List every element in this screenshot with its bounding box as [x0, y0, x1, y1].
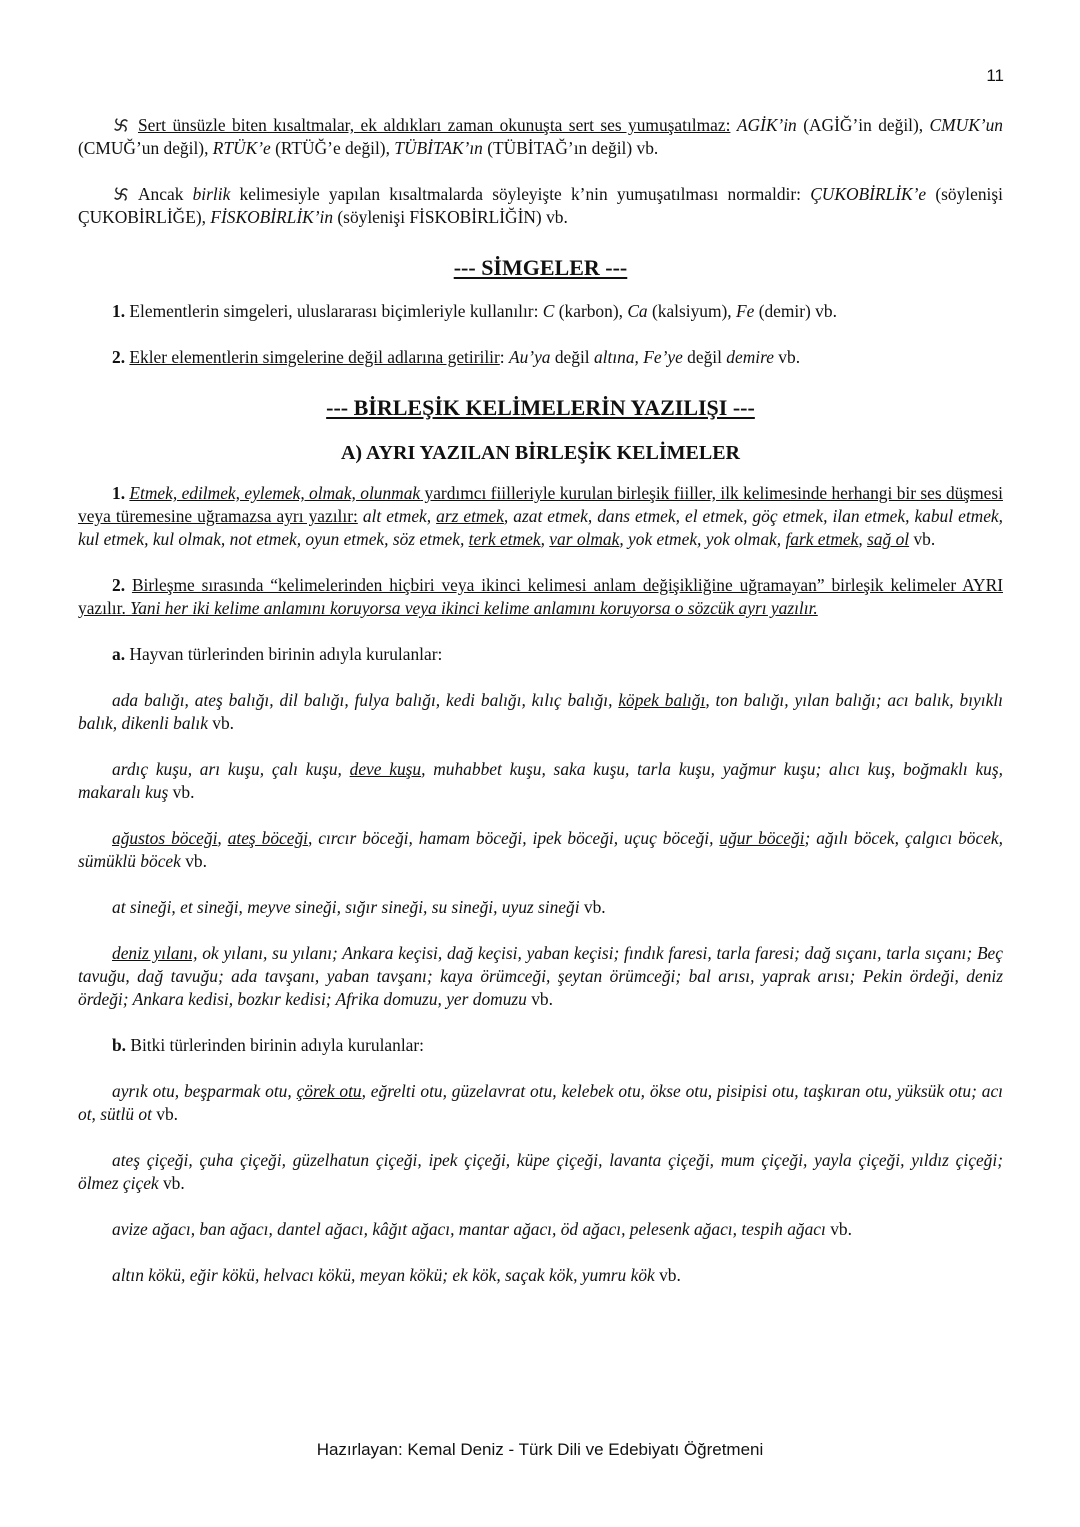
- category-label: b.: [112, 1035, 127, 1055]
- plain-text: vb.: [207, 713, 235, 733]
- example-text: ada balığı, ateş balığı, dil balığı, fulya balığı, kedi balığı, kılıç balığı,: [112, 690, 619, 710]
- rule-simgeler-2: [78, 346, 1003, 369]
- example-text: sağ ol: [867, 529, 910, 549]
- category-a: [78, 643, 1003, 666]
- plain-text: Ancak: [138, 184, 193, 204]
- example-text: Au’ya: [508, 347, 551, 367]
- example-text: , azat etmek, dans etmek, el etmek, göç etmek, ilan etmek, kabul etmek, kul etmek, kul olmak, not etmek, oyun etmek, söz etmek,: [78, 506, 1003, 549]
- swirl-bullet-icon: [112, 185, 130, 203]
- example-text: alt etmek,: [357, 506, 437, 526]
- plain-text: Hayvan türlerinden birinin adıyla kurulanlar:: [125, 644, 443, 664]
- category-b: [78, 1034, 1003, 1057]
- plain-text: (karbon),: [554, 301, 628, 321]
- plain-text: vb.: [168, 782, 195, 802]
- plain-text: :: [499, 347, 509, 367]
- plain-text: Bitki türlerinden birinin adıyla kurulanlar:: [126, 1035, 425, 1055]
- example-text: , yok etmek, yok olmak,: [619, 529, 786, 549]
- plain-text: (demir) vb.: [754, 301, 837, 321]
- example-text: ağustos böceği: [112, 828, 218, 848]
- example-text: ardıç kuşu, arı kuşu, çalı kuşu,: [112, 759, 350, 779]
- plain-text: (söylenişi ÇUKOBİRLİĞE),: [78, 184, 1003, 227]
- example-text: Ca: [627, 301, 648, 321]
- swirl-bullet-icon: [112, 116, 130, 134]
- example-text: çörek otu: [296, 1081, 362, 1101]
- example-text: fark etmek: [785, 529, 859, 549]
- example-text: avize ağacı, ban ağacı, dantel ağacı, kâğıt ağacı, mantar ağacı, öd ağacı, pelesenk ağacı, tespih ağacı: [112, 1219, 826, 1239]
- plain-text: Elementlerin simgeleri, uluslararası biçimleriyle kullanılır:: [125, 301, 543, 321]
- example-text: terk etmek: [468, 529, 541, 549]
- rule-text: Ekler elementlerin simgelerine değil adlarına getirilir: [129, 347, 500, 367]
- category-label: a.: [112, 644, 126, 664]
- document-body: [78, 114, 1003, 1287]
- example-text: ,: [540, 529, 550, 549]
- rule-text: Yani her iki kelime anlamını koruyorsa veya ikinci kelime anlamını koruyorsa o sözcük ayrı yazılır.: [125, 598, 818, 618]
- examples-diger-hayvan: [78, 942, 1003, 1011]
- note-rule-text: Sert ünsüzle biten kısaltmalar, ek aldıkları zaman okunuşta sert ses yumuşatılmaz:: [138, 115, 731, 135]
- example-text: ; ağılı böcek, çalgıcı böcek, sümüklü böcek: [78, 828, 1003, 871]
- example-text: FİSKOBİRLİK’in: [210, 207, 334, 227]
- plain-text: vb.: [158, 1173, 185, 1193]
- examples-balik: [78, 689, 1003, 735]
- example-text: , eğrelti otu, güzelavrat otu, kelebek otu, ökse otu, pisipisi otu, taşkıran otu, yüksük otu; acı ot, sütlü ot: [78, 1081, 1004, 1124]
- plain-text: vb.: [579, 897, 606, 917]
- example-text: C: [542, 301, 555, 321]
- rule-birlesik-2: [78, 574, 1003, 620]
- example-text: , muhabbet kuşu, saka kuşu, tarla kuşu, yağmur kuşu; alıcı kuş, boğmaklı kuş, makaralı kuş: [78, 759, 1003, 802]
- examples-cicek: [78, 1149, 1003, 1195]
- page-footer: Hazırlayan: Kemal Deniz - Türk Dili ve Edebiyatı Öğretmeni: [316, 1440, 764, 1459]
- example-text: ok yılanı, su yılanı; Ankara keçisi, dağ keçisi, yaban keçisi; fındık faresi, tarla faresi; dağ sıçanı, tarla sıçanı; Beç tavuğu, dağ tavuğu; ada tavşanı, yaban tavşanı; kaya örümceği, şeytan örümceği; bal arısı, yaprak arısı; Pekin ördeği, deniz ördeği; Ankara kedisi, bozkır kedisi; Afrika domuzu, yer domuzu: [78, 943, 1003, 1009]
- plain-text: (TÜBİTAĞ’ın değil) vb.: [482, 138, 659, 158]
- example-text: ateş çiçeği, çuha çiçeği, güzelhatun çiçeği, ipek çiçeği, küpe çiçeği, lavanta çiçeği, mum çiçeği, yayla çiçeği, yıldız çiçeği; ölmez çiçek: [78, 1150, 1003, 1193]
- example-text: birlik: [192, 184, 231, 204]
- plain-text: vb.: [773, 347, 801, 367]
- example-text: ,: [858, 529, 868, 549]
- example-text: altın kökü, eğir kökü, helvacı kökü, meyan kökü; ek kök, saçak kök, yumru kök: [112, 1265, 655, 1285]
- example-text: altına, Fe’ye: [593, 347, 683, 367]
- plain-text: vb.: [526, 989, 553, 1009]
- example-text: at sineği, et sineği, meyve sineği, sığır sineği, su sineği, uyuz sineği: [112, 897, 580, 917]
- example-text: , cırcır böceği, hamam böceği, ipek böceği, uçuç böceği,: [307, 828, 720, 848]
- plain-text: değil: [682, 347, 727, 367]
- example-text: deve kuşu: [349, 759, 422, 779]
- rule-simgeler-1: [78, 300, 1003, 323]
- examples-sinek: [78, 896, 1003, 919]
- example-text: RTÜK’e: [212, 138, 271, 158]
- plain-text: değil: [550, 347, 594, 367]
- rule-number: 1.: [112, 483, 126, 503]
- example-text: ayrık otu, beşparmak otu,: [112, 1081, 297, 1101]
- section-heading-simgeler: [78, 254, 1003, 282]
- example-text: , ton balığı, yılan balığı; acı balık, bıyıklı balık, dikenli balık: [78, 690, 1003, 733]
- rule-number: 2.: [112, 575, 126, 595]
- example-text: uğur böceği: [719, 828, 805, 848]
- example-text: Fe: [736, 301, 755, 321]
- example-text: AGİK’in: [736, 115, 797, 135]
- rule-text: Birleşme sırasında “kelimelerinden hiçbiri veya ikinci kelimesi anlam değişikliğine uğramayan” birleşik kelimeler AYRI yazılır.: [78, 575, 1003, 618]
- plain-text: (RTÜĞ’e değil),: [270, 138, 395, 158]
- examples-kok: [78, 1264, 1003, 1287]
- plain-text: (söylenişi FİSKOBİRLİĞİN) vb.: [333, 207, 568, 227]
- rule-text: yardımcı fiilleriyle kurulan birleşik fiiller, ilk kelimesinde herhangi bir ses düşmesi veya türemesine uğramazsa ayrı yazılır:: [78, 483, 1003, 526]
- rule-number: 2.: [112, 347, 126, 367]
- examples-kus: [78, 758, 1003, 804]
- rule-birlesik-1: [78, 482, 1003, 551]
- plain-text: vb.: [151, 1104, 179, 1124]
- subsection-heading-ayri: A) AYRI YAZILAN BİRLEŞİK KELİMELER: [340, 442, 740, 464]
- note-paragraph-2: [78, 183, 1003, 229]
- plain-text: kelimesiyle yapılan kısaltmalarda söyleyişte k’nin yumuşatılması normaldir:: [230, 184, 811, 204]
- section-heading-birlesik: [78, 394, 1003, 422]
- plain-text: (AGİĞ’in değil),: [796, 115, 930, 135]
- example-text: ateş böceği: [227, 828, 308, 848]
- plain-text: vb.: [909, 529, 936, 549]
- plain-text: (kalsiyum),: [647, 301, 736, 321]
- rule-number: 1.: [112, 301, 126, 321]
- heading-text: --- BİRLEŞİK KELİMELERİN YAZILIŞI ---: [326, 395, 755, 420]
- example-text: var olmak: [549, 529, 620, 549]
- examples-agac: [78, 1218, 1003, 1241]
- plain-text: vb.: [654, 1265, 681, 1285]
- plain-text: vb.: [825, 1219, 852, 1239]
- example-text: köpek balığı: [618, 690, 706, 710]
- plain-text: vb.: [180, 851, 207, 871]
- example-text: CMUK’un: [929, 115, 1003, 135]
- example-text: ÇUKOBİRLİK’e: [810, 184, 927, 204]
- heading-text: --- SİMGELER ---: [453, 255, 628, 280]
- example-text: ,: [217, 828, 228, 848]
- page-number: 11: [986, 66, 1004, 85]
- plain-text: (CMUĞ’un değil),: [78, 138, 213, 158]
- example-text: deniz yılanı,: [112, 943, 198, 963]
- rule-text: Etmek, edilmek, eylemek, olmak, olunmak: [129, 483, 421, 503]
- examples-otu: [78, 1080, 1003, 1126]
- note-paragraph-1: [78, 114, 1003, 160]
- example-text: TÜBİTAK’ın: [394, 138, 483, 158]
- examples-bocek: [78, 827, 1003, 873]
- example-text: arz etmek: [436, 506, 504, 526]
- example-text: demire: [726, 347, 774, 367]
